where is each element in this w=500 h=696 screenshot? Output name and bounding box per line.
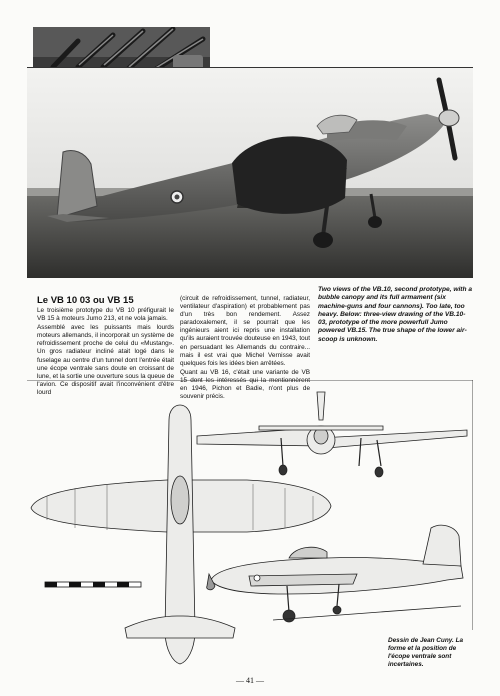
- scale-bar: [45, 582, 141, 587]
- page-number: — 41 —: [236, 676, 264, 685]
- paragraph: Quant au VB 16, c'était une variante de VB 15 dont les intéressés qui la mentionnèrent en 1946, Pichon et Badie, n'ont plus de souvenir précis.: [180, 368, 310, 401]
- three-view-drawing: [27, 380, 473, 670]
- paragraph: Assemblé avec les puissants mais lourds moteurs allemands, il incorporait un système de refroidissement proche de celui du «Mustang». Un gros radiateur incliné atait logé dans le fuselage au centre d'un tunnel dont l'entrée était une écope ventrale sans doute en croissant de lune, et la sortie une ouverture sous la queue de l'avion. Ce dispositif avait l'inconvénient d'être lourd: [37, 324, 174, 396]
- photo-caption: Two views of the VB.10, second prototype, with a bubble canopy and its full armament (six machine-guns and four cannons). Too late, too heavy. Below: three-view drawing of the VB.10-03, prototype of the more powerfull Jumo powered VB.15. The true shape of the lower air-scoop is unknown.: [318, 286, 472, 343]
- article-title: Le VB 10 03 ou VB 15: [37, 295, 134, 306]
- plan-view-tailplane: [125, 616, 235, 638]
- paragraph: (circuit de refroidissement, tunnel, radiateur, ventilateur d'aspiration) et probablement pas d'un très bon rendement. Assez paradoxalement, il se pourrait que les ingénieurs aient ici repris une installation qu'ils auraient trouvée douteuse en 1943, tout en persuadant les Allemands du contraire... mais il est vrai que Michel Vernisse avait quelques fois les idées bien arrêtées.: [180, 295, 310, 367]
- front-view-fin: [317, 392, 325, 420]
- vb10-prototype-photo: [27, 68, 473, 278]
- drawing-caption: Dessin de Jean Cuny. La forme et la position de l'écope ventrale sont incertaines.: [388, 637, 464, 668]
- side-view-fin: [423, 525, 461, 566]
- vb15-three-view-illustration: [27, 380, 473, 670]
- aircraft-photo: [27, 67, 473, 278]
- paragraph: Le troisième prototype du VB 10 préfigurait le VB 15 à moteurs Jumo 213, et ne vola jamais.: [37, 307, 174, 323]
